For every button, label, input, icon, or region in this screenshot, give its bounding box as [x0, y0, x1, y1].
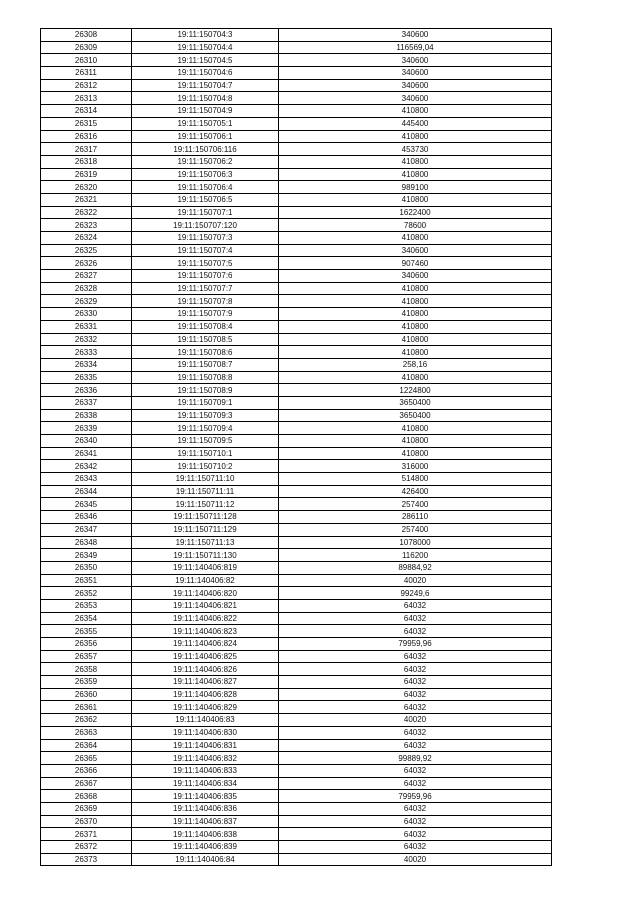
- value-cell: 64032: [279, 815, 552, 828]
- row-number-cell: 26324: [41, 232, 132, 245]
- value-cell: 989100: [279, 181, 552, 194]
- cadastral-number-cell: 19:11:140406:827: [132, 676, 279, 689]
- table-row: [41, 67, 552, 80]
- table-row: [41, 447, 552, 460]
- value-cell: 410800: [279, 435, 552, 448]
- value-cell: 79959,96: [279, 638, 552, 651]
- value-cell: 340600: [279, 244, 552, 257]
- cadastral-number-cell: 19:11:150707:5: [132, 257, 279, 270]
- cadastral-number-cell: 19:11:150707:9: [132, 308, 279, 321]
- row-number-cell: 26355: [41, 625, 132, 638]
- table-row: [41, 193, 552, 206]
- table-row: [41, 117, 552, 130]
- table-row: [41, 536, 552, 549]
- cadastral-number-cell: 19:11:140406:84: [132, 853, 279, 866]
- value-cell: 340600: [279, 67, 552, 80]
- value-cell: 40020: [279, 853, 552, 866]
- table-row: [41, 435, 552, 448]
- cadastral-number-cell: 19:11:150707:4: [132, 244, 279, 257]
- table-row: [41, 726, 552, 739]
- value-cell: 64032: [279, 599, 552, 612]
- table-row: [41, 815, 552, 828]
- value-cell: 340600: [279, 29, 552, 42]
- cadastral-number-cell: 19:11:140406:82: [132, 574, 279, 587]
- cadastral-number-cell: 19:11:140406:830: [132, 726, 279, 739]
- table-row: [41, 460, 552, 473]
- table-row: [41, 105, 552, 118]
- value-cell: 514800: [279, 473, 552, 486]
- table-row: [41, 282, 552, 295]
- row-number-cell: 26311: [41, 67, 132, 80]
- row-number-cell: 26358: [41, 663, 132, 676]
- row-number-cell: 26319: [41, 168, 132, 181]
- table-row: [41, 473, 552, 486]
- table-row: [41, 663, 552, 676]
- cadastral-number-cell: 19:11:140406:828: [132, 688, 279, 701]
- table-body: [41, 29, 552, 866]
- value-cell: 445400: [279, 117, 552, 130]
- cadastral-number-cell: 19:11:140406:838: [132, 828, 279, 841]
- cadastral-number-cell: 19:11:150707:1: [132, 206, 279, 219]
- value-cell: 410800: [279, 130, 552, 143]
- cadastral-number-cell: 19:11:150709:3: [132, 409, 279, 422]
- cadastral-number-cell: 19:11:150709:5: [132, 435, 279, 448]
- table-row: [41, 650, 552, 663]
- table-row: [41, 396, 552, 409]
- row-number-cell: 26373: [41, 853, 132, 866]
- row-number-cell: 26338: [41, 409, 132, 422]
- table-row: [41, 574, 552, 587]
- row-number-cell: 26331: [41, 320, 132, 333]
- row-number-cell: 26371: [41, 828, 132, 841]
- table-row: [41, 714, 552, 727]
- row-number-cell: 26328: [41, 282, 132, 295]
- row-number-cell: 26364: [41, 739, 132, 752]
- row-number-cell: 26347: [41, 523, 132, 536]
- cadastral-number-cell: 19:11:150709:1: [132, 396, 279, 409]
- cadastral-number-cell: 19:11:140406:819: [132, 561, 279, 574]
- table-row: [41, 346, 552, 359]
- cadastral-number-cell: 19:11:150704:4: [132, 41, 279, 54]
- row-number-cell: 26357: [41, 650, 132, 663]
- table-row: [41, 764, 552, 777]
- value-cell: 64032: [279, 841, 552, 854]
- value-cell: 258,16: [279, 358, 552, 371]
- row-number-cell: 26368: [41, 790, 132, 803]
- cadastral-number-cell: 19:11:150704:8: [132, 92, 279, 105]
- data-table: [40, 28, 552, 866]
- cadastral-number-cell: 19:11:140406:825: [132, 650, 279, 663]
- value-cell: 257400: [279, 523, 552, 536]
- row-number-cell: 26345: [41, 498, 132, 511]
- row-number-cell: 26353: [41, 599, 132, 612]
- cadastral-number-cell: 19:11:150711:12: [132, 498, 279, 511]
- value-cell: 410800: [279, 333, 552, 346]
- value-cell: 907460: [279, 257, 552, 270]
- cadastral-number-cell: 19:11:140406:837: [132, 815, 279, 828]
- value-cell: 410800: [279, 282, 552, 295]
- row-number-cell: 26367: [41, 777, 132, 790]
- cadastral-number-cell: 19:11:150711:11: [132, 485, 279, 498]
- table-row: [41, 92, 552, 105]
- row-number-cell: 26366: [41, 764, 132, 777]
- cadastral-number-cell: 19:11:140406:834: [132, 777, 279, 790]
- cadastral-number-cell: 19:11:140406:833: [132, 764, 279, 777]
- table-row: [41, 790, 552, 803]
- table-row: [41, 41, 552, 54]
- cadastral-number-cell: 19:11:150706:116: [132, 143, 279, 156]
- value-cell: 64032: [279, 777, 552, 790]
- table-row: [41, 206, 552, 219]
- cadastral-number-cell: 19:11:140406:821: [132, 599, 279, 612]
- row-number-cell: 26351: [41, 574, 132, 587]
- value-cell: 410800: [279, 168, 552, 181]
- row-number-cell: 26356: [41, 638, 132, 651]
- row-number-cell: 26327: [41, 270, 132, 283]
- cadastral-number-cell: 19:11:150708:6: [132, 346, 279, 359]
- value-cell: 89884,92: [279, 561, 552, 574]
- row-number-cell: 26369: [41, 802, 132, 815]
- value-cell: 64032: [279, 688, 552, 701]
- cadastral-number-cell: 19:11:140406:820: [132, 587, 279, 600]
- value-cell: 1078000: [279, 536, 552, 549]
- row-number-cell: 26336: [41, 384, 132, 397]
- table-row: [41, 612, 552, 625]
- row-number-cell: 26322: [41, 206, 132, 219]
- cadastral-number-cell: 19:11:150704:7: [132, 79, 279, 92]
- cadastral-number-cell: 19:11:150711:10: [132, 473, 279, 486]
- row-number-cell: 26342: [41, 460, 132, 473]
- table-row: [41, 561, 552, 574]
- value-cell: 99889,92: [279, 752, 552, 765]
- row-number-cell: 26337: [41, 396, 132, 409]
- table-row: [41, 549, 552, 562]
- row-number-cell: 26309: [41, 41, 132, 54]
- row-number-cell: 26335: [41, 371, 132, 384]
- value-cell: 316000: [279, 460, 552, 473]
- cadastral-number-cell: 19:11:150706:5: [132, 193, 279, 206]
- cadastral-number-cell: 19:11:150704:5: [132, 54, 279, 67]
- value-cell: 40020: [279, 714, 552, 727]
- table-row: [41, 244, 552, 257]
- table-row: [41, 523, 552, 536]
- row-number-cell: 26349: [41, 549, 132, 562]
- value-cell: 64032: [279, 739, 552, 752]
- cadastral-number-cell: 19:11:150706:1: [132, 130, 279, 143]
- value-cell: 64032: [279, 726, 552, 739]
- table-row: [41, 638, 552, 651]
- value-cell: 64032: [279, 676, 552, 689]
- row-number-cell: 26344: [41, 485, 132, 498]
- table-row: [41, 257, 552, 270]
- table-row: [41, 308, 552, 321]
- row-number-cell: 26354: [41, 612, 132, 625]
- row-number-cell: 26329: [41, 295, 132, 308]
- table-row: [41, 752, 552, 765]
- row-number-cell: 26316: [41, 130, 132, 143]
- value-cell: 410800: [279, 155, 552, 168]
- row-number-cell: 26332: [41, 333, 132, 346]
- cadastral-number-cell: 19:11:150708:8: [132, 371, 279, 384]
- value-cell: 1224800: [279, 384, 552, 397]
- cadastral-number-cell: 19:11:150710:1: [132, 447, 279, 460]
- row-number-cell: 26363: [41, 726, 132, 739]
- value-cell: 116200: [279, 549, 552, 562]
- row-number-cell: 26318: [41, 155, 132, 168]
- cadastral-number-cell: 19:11:150706:4: [132, 181, 279, 194]
- cadastral-number-cell: 19:11:140406:835: [132, 790, 279, 803]
- table-row: [41, 853, 552, 866]
- table-row: [41, 599, 552, 612]
- row-number-cell: 26317: [41, 143, 132, 156]
- value-cell: 286110: [279, 511, 552, 524]
- value-cell: 340600: [279, 92, 552, 105]
- row-number-cell: 26370: [41, 815, 132, 828]
- cadastral-number-cell: 19:11:150711:129: [132, 523, 279, 536]
- cadastral-number-cell: 19:11:150706:2: [132, 155, 279, 168]
- row-number-cell: 26339: [41, 422, 132, 435]
- cadastral-number-cell: 19:11:140406:823: [132, 625, 279, 638]
- cadastral-number-cell: 19:11:150706:3: [132, 168, 279, 181]
- row-number-cell: 26341: [41, 447, 132, 460]
- cadastral-number-cell: 19:11:150704:6: [132, 67, 279, 80]
- table-row: [41, 625, 552, 638]
- cadastral-number-cell: 19:11:140406:836: [132, 802, 279, 815]
- table-row: [41, 143, 552, 156]
- row-number-cell: 26312: [41, 79, 132, 92]
- value-cell: 64032: [279, 802, 552, 815]
- value-cell: 410800: [279, 193, 552, 206]
- table-row: [41, 270, 552, 283]
- value-cell: 1622400: [279, 206, 552, 219]
- table-row: [41, 409, 552, 422]
- cadastral-number-cell: 19:11:150707:8: [132, 295, 279, 308]
- row-number-cell: 26360: [41, 688, 132, 701]
- row-number-cell: 26340: [41, 435, 132, 448]
- value-cell: 64032: [279, 701, 552, 714]
- row-number-cell: 26323: [41, 219, 132, 232]
- row-number-cell: 26321: [41, 193, 132, 206]
- table-row: [41, 802, 552, 815]
- row-number-cell: 26314: [41, 105, 132, 118]
- value-cell: 64032: [279, 764, 552, 777]
- row-number-cell: 26359: [41, 676, 132, 689]
- cadastral-number-cell: 19:11:140406:824: [132, 638, 279, 651]
- cadastral-number-cell: 19:11:150704:9: [132, 105, 279, 118]
- value-cell: 410800: [279, 371, 552, 384]
- cadastral-number-cell: 19:11:150707:3: [132, 232, 279, 245]
- row-number-cell: 26350: [41, 561, 132, 574]
- table-row: [41, 676, 552, 689]
- value-cell: 78600: [279, 219, 552, 232]
- value-cell: 64032: [279, 828, 552, 841]
- cadastral-number-cell: 19:11:150708:9: [132, 384, 279, 397]
- table-row: [41, 232, 552, 245]
- table-row: [41, 181, 552, 194]
- row-number-cell: 26333: [41, 346, 132, 359]
- value-cell: 64032: [279, 650, 552, 663]
- row-number-cell: 26352: [41, 587, 132, 600]
- table-row: [41, 587, 552, 600]
- table-row: [41, 168, 552, 181]
- row-number-cell: 26326: [41, 257, 132, 270]
- table-row: [41, 485, 552, 498]
- value-cell: 3650400: [279, 409, 552, 422]
- value-cell: 410800: [279, 320, 552, 333]
- row-number-cell: 26315: [41, 117, 132, 130]
- value-cell: 340600: [279, 79, 552, 92]
- cadastral-number-cell: 19:11:150711:130: [132, 549, 279, 562]
- row-number-cell: 26343: [41, 473, 132, 486]
- value-cell: 116569,04: [279, 41, 552, 54]
- table-row: [41, 320, 552, 333]
- cadastral-number-cell: 19:11:150707:120: [132, 219, 279, 232]
- table-row: [41, 384, 552, 397]
- cadastral-number-cell: 19:11:150708:4: [132, 320, 279, 333]
- value-cell: 64032: [279, 663, 552, 676]
- table-row: [41, 739, 552, 752]
- cadastral-number-cell: 19:11:140406:831: [132, 739, 279, 752]
- value-cell: 410800: [279, 232, 552, 245]
- cadastral-number-cell: 19:11:150704:3: [132, 29, 279, 42]
- table-row: [41, 701, 552, 714]
- value-cell: 410800: [279, 447, 552, 460]
- value-cell: 410800: [279, 105, 552, 118]
- table-row: [41, 511, 552, 524]
- value-cell: 64032: [279, 612, 552, 625]
- cadastral-number-cell: 19:11:150711:128: [132, 511, 279, 524]
- row-number-cell: 26346: [41, 511, 132, 524]
- cadastral-number-cell: 19:11:150705:1: [132, 117, 279, 130]
- cadastral-number-cell: 19:11:140406:829: [132, 701, 279, 714]
- table-row: [41, 155, 552, 168]
- row-number-cell: 26310: [41, 54, 132, 67]
- row-number-cell: 26334: [41, 358, 132, 371]
- row-number-cell: 26361: [41, 701, 132, 714]
- table-row: [41, 333, 552, 346]
- value-cell: 3650400: [279, 396, 552, 409]
- cadastral-number-cell: 19:11:150707:7: [132, 282, 279, 295]
- row-number-cell: 26308: [41, 29, 132, 42]
- table-row: [41, 295, 552, 308]
- value-cell: 257400: [279, 498, 552, 511]
- table-row: [41, 54, 552, 67]
- cadastral-number-cell: 19:11:140406:822: [132, 612, 279, 625]
- cadastral-number-cell: 19:11:150710:2: [132, 460, 279, 473]
- cadastral-number-cell: 19:11:150707:6: [132, 270, 279, 283]
- cadastral-number-cell: 19:11:140406:826: [132, 663, 279, 676]
- value-cell: 410800: [279, 295, 552, 308]
- value-cell: 340600: [279, 54, 552, 67]
- row-number-cell: 26313: [41, 92, 132, 105]
- table-row: [41, 219, 552, 232]
- table-row: [41, 777, 552, 790]
- table-row: [41, 79, 552, 92]
- table-row: [41, 371, 552, 384]
- value-cell: 410800: [279, 308, 552, 321]
- value-cell: 410800: [279, 422, 552, 435]
- table-row: [41, 422, 552, 435]
- table-row: [41, 828, 552, 841]
- value-cell: 340600: [279, 270, 552, 283]
- value-cell: 99249,6: [279, 587, 552, 600]
- row-number-cell: 26348: [41, 536, 132, 549]
- cadastral-number-cell: 19:11:140406:83: [132, 714, 279, 727]
- value-cell: 410800: [279, 346, 552, 359]
- value-cell: 79959,96: [279, 790, 552, 803]
- table-row: [41, 841, 552, 854]
- table-row: [41, 498, 552, 511]
- value-cell: 426400: [279, 485, 552, 498]
- row-number-cell: 26362: [41, 714, 132, 727]
- table-row: [41, 688, 552, 701]
- table-row: [41, 358, 552, 371]
- value-cell: 40020: [279, 574, 552, 587]
- table-row: [41, 130, 552, 143]
- row-number-cell: 26365: [41, 752, 132, 765]
- cadastral-number-cell: 19:11:150708:5: [132, 333, 279, 346]
- cadastral-number-cell: 19:11:150711:13: [132, 536, 279, 549]
- value-cell: 453730: [279, 143, 552, 156]
- value-cell: 64032: [279, 625, 552, 638]
- row-number-cell: 26325: [41, 244, 132, 257]
- cadastral-number-cell: 19:11:150708:7: [132, 358, 279, 371]
- cadastral-number-cell: 19:11:150709:4: [132, 422, 279, 435]
- row-number-cell: 26372: [41, 841, 132, 854]
- cadastral-number-cell: 19:11:140406:839: [132, 841, 279, 854]
- row-number-cell: 26330: [41, 308, 132, 321]
- cadastral-number-cell: 19:11:140406:832: [132, 752, 279, 765]
- row-number-cell: 26320: [41, 181, 132, 194]
- table-row: [41, 29, 552, 42]
